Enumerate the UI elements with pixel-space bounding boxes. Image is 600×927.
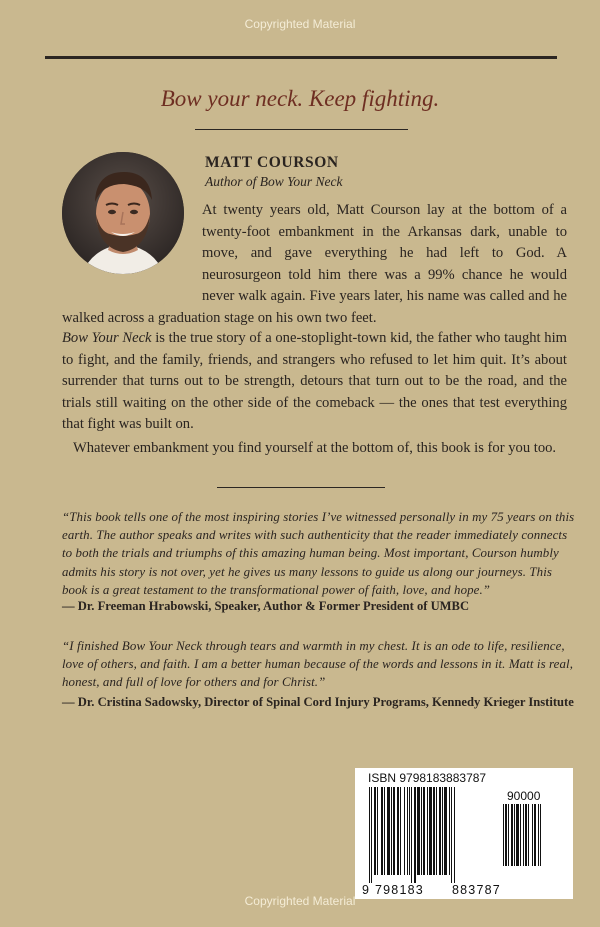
top-divider — [45, 56, 557, 59]
isbn-barcode — [355, 768, 573, 899]
barcode-bar — [423, 787, 425, 875]
barcode-bar — [520, 804, 521, 866]
barcode-bar — [442, 787, 443, 875]
book-description-text: is the true story of a one-stoplight-town kid, the father who taught him to fight, and the family, friends, and strangers who refused to let him quit. It’s about surrender that turns out to be strength, detours that turn out to be the road, and the trials still waiting on the other side of the comeback — the ones that test everything that fight was built on. — [62, 330, 567, 433]
addon-barcode-bars — [503, 804, 559, 874]
photo-spacer — [62, 200, 202, 299]
barcode-bar — [384, 787, 385, 875]
author-subtitle: Author of Bow Your Neck — [205, 174, 343, 189]
barcode-bar — [508, 804, 509, 866]
barcode-digit-first: 9 — [362, 883, 371, 897]
barcode-bar — [409, 787, 410, 875]
barcode-bar — [449, 787, 450, 875]
author-bio-paragraph — [62, 200, 567, 330]
barcode-bar — [414, 787, 416, 883]
book-title-inline: Bow Your Neck — [62, 330, 152, 346]
barcode-bar — [503, 804, 504, 866]
barcode-bar — [525, 804, 527, 866]
barcode-bar — [393, 787, 395, 875]
barcode-bar — [538, 804, 539, 866]
barcode-bar — [511, 804, 513, 866]
barcode-bar — [540, 804, 541, 866]
barcode-bar — [404, 787, 405, 875]
barcode-bar — [505, 804, 507, 866]
barcode-bar — [516, 804, 519, 866]
barcode-bar — [454, 787, 455, 883]
barcode-bar — [417, 787, 420, 875]
barcode-bar — [444, 787, 447, 875]
endorsement-attribution-2: — Dr. Cristina Sadowsky, Director of Spinal Cord Injury Programs, Kennedy Krieger Institute — [62, 695, 574, 709]
barcode-bar — [528, 804, 529, 866]
barcode-bar — [371, 787, 372, 883]
barcode-bar — [433, 787, 435, 875]
barcode-bar — [534, 804, 536, 866]
endorsement-quote-1: “This book tells one of the most inspiring stories I’ve witnessed personally in my 75 years on this earth. The author speaks and writes with such authenticity that the reader immediately connects to both the trials and triumphs of this amazing human being. Most important, Courson humbly admits his story is not over, yet he gives us many lessons to guide us along our journeys. This book is a great testament to the transformational power of faith, love, and hope.” — [62, 510, 575, 597]
barcode-bar — [369, 787, 370, 883]
book-description-paragraph — [62, 328, 567, 436]
endorsement-attribution-1: — Dr. Freeman Hrabowski, Speaker, Author & Former President of UMBC — [62, 599, 470, 613]
barcode-bar — [407, 787, 408, 875]
barcode-bar — [532, 804, 533, 866]
barcode-bar — [411, 787, 412, 883]
barcode-digits-left: 798183 — [375, 883, 424, 897]
copyright-watermark-top: Copyrighted Material — [244, 17, 356, 31]
barcode-bar — [374, 787, 376, 875]
tagline: Bow your neck. Keep fighting. — [160, 86, 440, 111]
endorsement-quote-2: “I finished Bow Your Neck through tears and warmth in my chest. It is an ode to life, resilience, love of others, and faith. I am a better human because of the words and lessons in it. Matt is real, honest, and full of love for others and for Christ.” — [62, 639, 574, 690]
barcode-bar — [523, 804, 524, 866]
barcode-bar — [439, 787, 441, 875]
barcode-bar — [377, 787, 378, 875]
barcode-bar — [429, 787, 432, 875]
barcode-bar — [451, 787, 452, 883]
barcode-digits-right: 883787 — [452, 883, 501, 897]
barcode-bar — [400, 787, 401, 875]
barcode-bar — [381, 787, 383, 875]
endorsement-divider — [217, 487, 385, 488]
barcode-bar — [427, 787, 428, 875]
barcode-bar — [397, 787, 399, 875]
barcode-bar — [436, 787, 437, 875]
author-bio-text: At twenty years old, Matt Courson lay at the bottom of a twenty-foot embankment in the Arkansas dark, unable to move, and gave everything he had left to God. A neurosurgeon told him there was a 99% chance he would never walk again. Five years later, his name was called and he walked across a graduation stage on his own two feet. — [62, 202, 567, 326]
barcode-bar — [514, 804, 515, 866]
isbn-label: ISBN 9798183883787 — [368, 771, 487, 785]
barcode-bar — [421, 787, 422, 875]
price-code: 90000 — [507, 789, 541, 803]
copyright-watermark-bottom: Copyrighted Material — [244, 894, 356, 908]
tagline-divider — [195, 129, 408, 130]
author-name: MATT COURSON — [205, 154, 339, 171]
barcode-bar — [391, 787, 392, 875]
barcode-bars — [369, 787, 493, 883]
barcode-bar — [387, 787, 390, 875]
closing-line: Whatever embankment you find yourself at the bottom of, this book is for you too. — [72, 440, 557, 456]
